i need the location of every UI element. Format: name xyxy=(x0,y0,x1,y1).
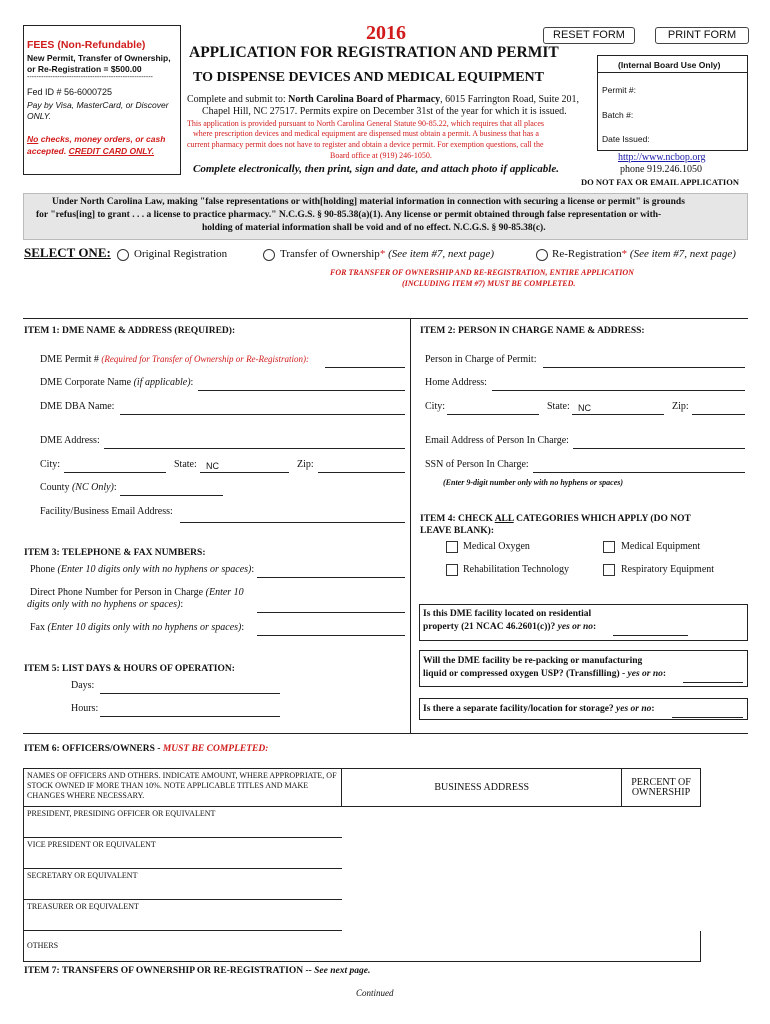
no-checks-text: checks, money orders, or cash xyxy=(38,134,166,144)
dme-permit-required-note: (Required for Transfer of Ownership or Re-Registration): xyxy=(101,354,310,364)
dme-state-label: State: xyxy=(174,459,197,470)
pic-name-label: Person in Charge of Permit: xyxy=(425,354,537,365)
officer-title-president: PRESIDENT, PRESIDING OFFICER OR EQUIVALENT xyxy=(24,807,342,838)
no-checks-line1 xyxy=(27,134,165,144)
respiratory-equipment-checkbox[interactable] xyxy=(603,564,615,576)
re-registration-radio[interactable] xyxy=(536,249,548,261)
officers-header-row xyxy=(24,769,701,807)
item3-title: ITEM 3: TELEPHONE & FAX NUMBERS: xyxy=(24,548,206,558)
dme-state-value: NC xyxy=(206,461,219,471)
storage-q-yesno: yes or no xyxy=(616,704,652,714)
phone-text: Phone xyxy=(30,564,58,575)
item6-title xyxy=(24,744,268,754)
fees-divider: ------------------------------------------------------ xyxy=(27,74,153,81)
residential-q-text: property (21 NCAC 46.2601(c))? xyxy=(423,622,558,632)
days-label: Days: xyxy=(71,680,95,691)
board-use-title: (Internal Board Use Only) xyxy=(618,60,721,70)
pic-email-label: Email Address of Person In Charge: xyxy=(425,435,569,446)
item4-title xyxy=(420,514,691,524)
pay-note-1: Pay by Visa, MasterCard, or Discover xyxy=(27,100,169,110)
dme-corp-name-label xyxy=(40,377,193,388)
submit-line-2: Chapel Hill, NC 27517. Permits expire on December 31st of the year for which it is issued. xyxy=(202,106,567,117)
original-registration-radio[interactable] xyxy=(117,249,129,261)
section-top-rule xyxy=(23,318,748,319)
officers-table xyxy=(23,768,701,962)
re-registration-asterisk: * xyxy=(621,248,630,260)
direct-phone-text: Direct Phone Number for Person in Charge xyxy=(30,587,206,598)
facility-email-label: Facility/Business Email Address: xyxy=(40,506,173,517)
officer-percent-others[interactable] xyxy=(622,931,701,962)
pic-home-address-field[interactable] xyxy=(492,377,745,391)
officer-address-others[interactable] xyxy=(342,931,622,962)
dme-city-label: City: xyxy=(40,459,61,470)
pic-state-label: State: xyxy=(547,401,570,412)
item4-title-a: ITEM 4: CHECK xyxy=(420,514,495,524)
continued-footer: Continued xyxy=(356,988,394,998)
pic-email-field[interactable] xyxy=(573,435,745,449)
board-website-link[interactable]: http://www.ncbop.org xyxy=(618,152,706,163)
transfer-ownership-text: Transfer of Ownership xyxy=(280,248,380,260)
statute-line-2: where prescription devices and medical equipment are dispensed must obtain a permit. A business that has a xyxy=(193,129,539,138)
board-batch-label: Batch #: xyxy=(602,110,634,120)
dme-permit-field[interactable] xyxy=(325,354,405,368)
direct-phone-label xyxy=(30,587,244,598)
item5-title: ITEM 5: LIST DAYS & HOURS OF OPERATION: xyxy=(24,664,235,674)
officer-row-secretary xyxy=(24,869,701,900)
form-title-2: TO DISPENSE DEVICES AND MEDICAL EQUIPMENT xyxy=(193,70,544,85)
dme-zip-label: Zip: xyxy=(297,459,314,470)
section-divider-vertical xyxy=(410,318,411,733)
officer-percent-treasurer[interactable] xyxy=(622,900,701,931)
medical-oxygen-checkbox[interactable] xyxy=(446,541,458,553)
pic-city-field[interactable] xyxy=(447,401,539,415)
transfilling-question-1: Will the DME facility be re-packing or manufacturing xyxy=(423,656,643,666)
rehab-technology-label: Rehabilitation Technology xyxy=(463,564,570,575)
dme-permit-text: DME Permit # xyxy=(40,354,102,365)
hours-field[interactable] xyxy=(100,703,280,717)
officer-address-vice-president[interactable] xyxy=(342,838,622,869)
statute-line-1: This application is provided pursuant to North Carolina General Statute 90-85.22, which requires that all places xyxy=(187,119,545,128)
fed-id: Fed ID # 56-6000725 xyxy=(27,87,113,97)
officer-address-president[interactable] xyxy=(342,807,622,838)
dme-permit-label xyxy=(40,354,309,365)
item7-title-a: ITEM 7: TRANSFERS OF OWNERSHIP OR RE-REGISTRATION -- xyxy=(24,966,315,976)
direct-phone-note: (Enter 10 xyxy=(205,587,244,598)
pay-note-2: ONLY. xyxy=(27,111,51,121)
item4-title-all: ALL xyxy=(494,514,514,524)
fees-line2: or Re-Registration = $500.00 xyxy=(27,64,142,74)
pic-ssn-label: SSN of Person In Charge: xyxy=(425,459,529,470)
pic-zip-label: Zip: xyxy=(672,401,689,412)
phone-field[interactable] xyxy=(257,564,405,578)
original-registration-label: Original Registration xyxy=(134,248,228,260)
re-registration-text: Re-Registration xyxy=(552,248,622,260)
no-checks-line2 xyxy=(27,146,154,156)
transfilling-q-text: liquid or compressed oxygen USP? (Transfilling) - xyxy=(423,669,628,679)
form-year: 2016 xyxy=(366,22,406,44)
residential-q-yesno: yes or no xyxy=(557,622,594,632)
transfer-ownership-radio[interactable] xyxy=(263,249,275,261)
pic-home-address-label: Home Address: xyxy=(425,377,487,388)
form-title-1: APPLICATION FOR REGISTRATION AND PERMIT xyxy=(189,44,559,61)
residential-q-colon: : xyxy=(593,622,597,632)
item6-must-complete: MUST BE COMPLETED: xyxy=(162,744,269,754)
medical-equipment-label: Medical Equipment xyxy=(621,541,701,552)
days-field[interactable] xyxy=(100,680,280,694)
transfer-note-line-2: (INCLUDING ITEM #7) MUST BE COMPLETED. xyxy=(402,279,576,288)
officer-title-others: OTHERS xyxy=(24,931,342,962)
fees-line1: New Permit, Transfer of Ownership, xyxy=(27,53,171,63)
submit-line-1 xyxy=(187,94,579,105)
officer-row-president xyxy=(24,807,701,838)
dme-corp-name-field[interactable] xyxy=(198,377,405,391)
board-permit-label: Permit #: xyxy=(602,85,637,95)
hours-label: Hours: xyxy=(71,703,99,714)
submit-address: , 6015 Farrington Road, Suite 201, xyxy=(440,94,580,105)
credit-card-only: CREDIT CARD ONLY. xyxy=(68,146,155,156)
officer-row-others xyxy=(24,931,701,962)
officers-header-address: BUSINESS ADDRESS xyxy=(342,769,622,807)
pic-zip-field[interactable] xyxy=(692,401,745,415)
legal-warning-line-3: holding of material information shall be void and of no effect. N.C.G.S. § 90-85.38(c). xyxy=(202,223,546,233)
officer-percent-vice-president[interactable] xyxy=(622,838,701,869)
statute-line-4: Board office at (919) 246-1050. xyxy=(330,151,432,160)
no-word: No xyxy=(27,134,39,144)
dme-county-colon: : xyxy=(113,482,117,493)
facility-email-field[interactable] xyxy=(180,509,405,523)
officers-header-percent: PERCENT OF OWNERSHIP xyxy=(622,769,701,807)
transfer-see-item: (See item #7, next page) xyxy=(388,248,495,260)
board-name: North Carolina Board of Pharmacy xyxy=(288,94,441,105)
respiratory-equipment-label: Respiratory Equipment xyxy=(621,564,715,575)
transfilling-answer-field[interactable] xyxy=(683,669,743,683)
transfer-ownership-label xyxy=(280,248,494,260)
re-registration-label xyxy=(552,248,736,260)
direct-phone-colon: : xyxy=(180,599,184,610)
officer-percent-secretary[interactable] xyxy=(622,869,701,900)
legal-warning-line-2: for "refus[ing] to grant . . . a license to practice pharmacy." N.C.G.S. § 90-85.38(a)(1). Any license or permit obtained through false representation or with- xyxy=(36,210,662,220)
transfilling-q-colon: : xyxy=(662,669,667,679)
dme-address-label: DME Address: xyxy=(40,435,100,446)
submit-prefix: Complete and submit to: xyxy=(187,94,289,105)
accepted-text: accepted. xyxy=(27,146,69,156)
storage-answer-field[interactable] xyxy=(672,704,743,718)
dme-address-field[interactable] xyxy=(104,435,405,449)
storage-q-colon: : xyxy=(651,704,655,714)
officer-row-treasurer xyxy=(24,900,701,931)
fax-label xyxy=(30,622,244,633)
medical-equipment-checkbox[interactable] xyxy=(603,541,615,553)
fax-colon: : xyxy=(241,622,245,633)
officer-address-treasurer[interactable] xyxy=(342,900,622,931)
reset-form-button[interactable]: RESET FORM xyxy=(543,27,635,44)
medical-oxygen-label: Medical Oxygen xyxy=(463,541,530,552)
pic-ssn-note: (Enter 9-digit number only with no hyphens or spaces) xyxy=(443,478,624,487)
board-phone: phone 919.246.1050 xyxy=(620,164,702,175)
dme-zip-field[interactable] xyxy=(318,459,405,473)
direct-phone-note-2: digits only with no hyphens or spaces) xyxy=(27,599,181,610)
fax-note: (Enter 10 digits only with no hyphens or spaces) xyxy=(47,622,242,633)
officer-address-secretary[interactable] xyxy=(342,869,622,900)
dme-county-text: County xyxy=(40,482,72,493)
officer-row-vice-president xyxy=(24,838,701,869)
statute-line-3: current pharmacy permit does not have to register and obtain a device permit. For exemption questions, call the xyxy=(187,140,544,149)
residential-answer-field[interactable] xyxy=(613,622,688,636)
pic-name-field[interactable] xyxy=(543,354,745,368)
officers-header-names: NAMES OF OFFICERS AND OTHERS. INDICATE AMOUNT, WHERE APPROPRIATE, OF STOCK OWNED IF MORE THAN 10%. NOTE APPLICABLE TITLES AND MAKE CHANGES WHERE NECESSARY. xyxy=(24,769,342,807)
complete-instruction: Complete electronically, then print, sign and date, and attach photo if applicable. xyxy=(193,163,559,175)
dme-county-note: (NC Only) xyxy=(71,482,114,493)
officer-percent-president[interactable] xyxy=(622,807,701,838)
dme-corp-name-text: DME Corporate Name xyxy=(40,377,134,388)
item1-title: ITEM 1: DME NAME & ADDRESS (REQUIRED): xyxy=(24,326,236,336)
item4-title-d: LEAVE BLANK): xyxy=(420,526,494,536)
board-date-label: Date Issued: xyxy=(602,134,650,144)
dme-county-field[interactable] xyxy=(120,482,223,496)
fees-title: FEES (Non-Refundable) xyxy=(27,39,146,51)
select-one-label: SELECT ONE: xyxy=(24,245,111,260)
transfer-note-line-1: FOR TRANSFER OF OWNERSHIP AND RE-REGISTRATION, ENTIRE APPLICATION xyxy=(330,268,634,277)
item7-see-next: See next page. xyxy=(314,966,371,976)
pic-ssn-field[interactable] xyxy=(533,459,745,473)
re-registration-see-item: (See item #7, next page) xyxy=(629,248,736,260)
dme-county-label xyxy=(40,482,117,493)
fax-text: Fax xyxy=(30,622,48,633)
phone-label xyxy=(30,564,254,575)
do-not-fax-notice: DO NOT FAX OR EMAIL APPLICATION xyxy=(581,177,739,187)
rehab-technology-checkbox[interactable] xyxy=(446,564,458,576)
dme-city-field[interactable] xyxy=(64,459,166,473)
residential-question-1: Is this DME facility located on residential xyxy=(423,609,592,619)
fax-field[interactable] xyxy=(257,622,405,636)
pic-state-value: NC xyxy=(578,403,591,413)
item4-title-c: CATEGORIES WHICH APPLY (DO NOT xyxy=(513,514,691,524)
phone-note: (Enter 10 digits only with no hyphens or spaces) xyxy=(57,564,252,575)
officer-title-treasurer: TREASURER OR EQUIVALENT xyxy=(24,900,342,931)
transfer-asterisk: * xyxy=(379,248,389,260)
storage-question xyxy=(423,704,655,714)
transfilling-q-yesno: yes or no xyxy=(627,669,663,679)
board-use-divider xyxy=(597,72,748,73)
direct-phone-field[interactable] xyxy=(257,599,405,613)
item7-title xyxy=(24,966,370,976)
transfilling-question-2 xyxy=(423,669,666,679)
direct-phone-label-2 xyxy=(27,599,183,610)
pic-city-label: City: xyxy=(425,401,446,412)
residential-question-2 xyxy=(423,622,596,632)
item6-title-a: ITEM 6: OFFICERS/OWNERS - xyxy=(24,744,163,754)
dme-dba-field[interactable] xyxy=(120,401,405,415)
dme-dba-label: DME DBA Name: xyxy=(40,401,115,412)
phone-colon: : xyxy=(251,564,255,575)
dme-corp-name-note: (if applicable) xyxy=(133,377,191,388)
legal-warning-line-1: Under North Carolina Law, making "false representations or with[holding] material information in connection with securing a license or permit" is grounds xyxy=(52,197,685,207)
section-bottom-rule xyxy=(23,733,748,734)
item2-title: ITEM 2: PERSON IN CHARGE NAME & ADDRESS: xyxy=(420,326,645,336)
officer-title-vice-president: VICE PRESIDENT OR EQUIVALENT xyxy=(24,838,342,869)
print-form-button[interactable]: PRINT FORM xyxy=(655,27,749,44)
officer-title-secretary: SECRETARY OR EQUIVALENT xyxy=(24,869,342,900)
storage-q-text: Is there a separate facility/location for storage? xyxy=(423,704,617,714)
dme-corp-name-colon: : xyxy=(190,377,194,388)
